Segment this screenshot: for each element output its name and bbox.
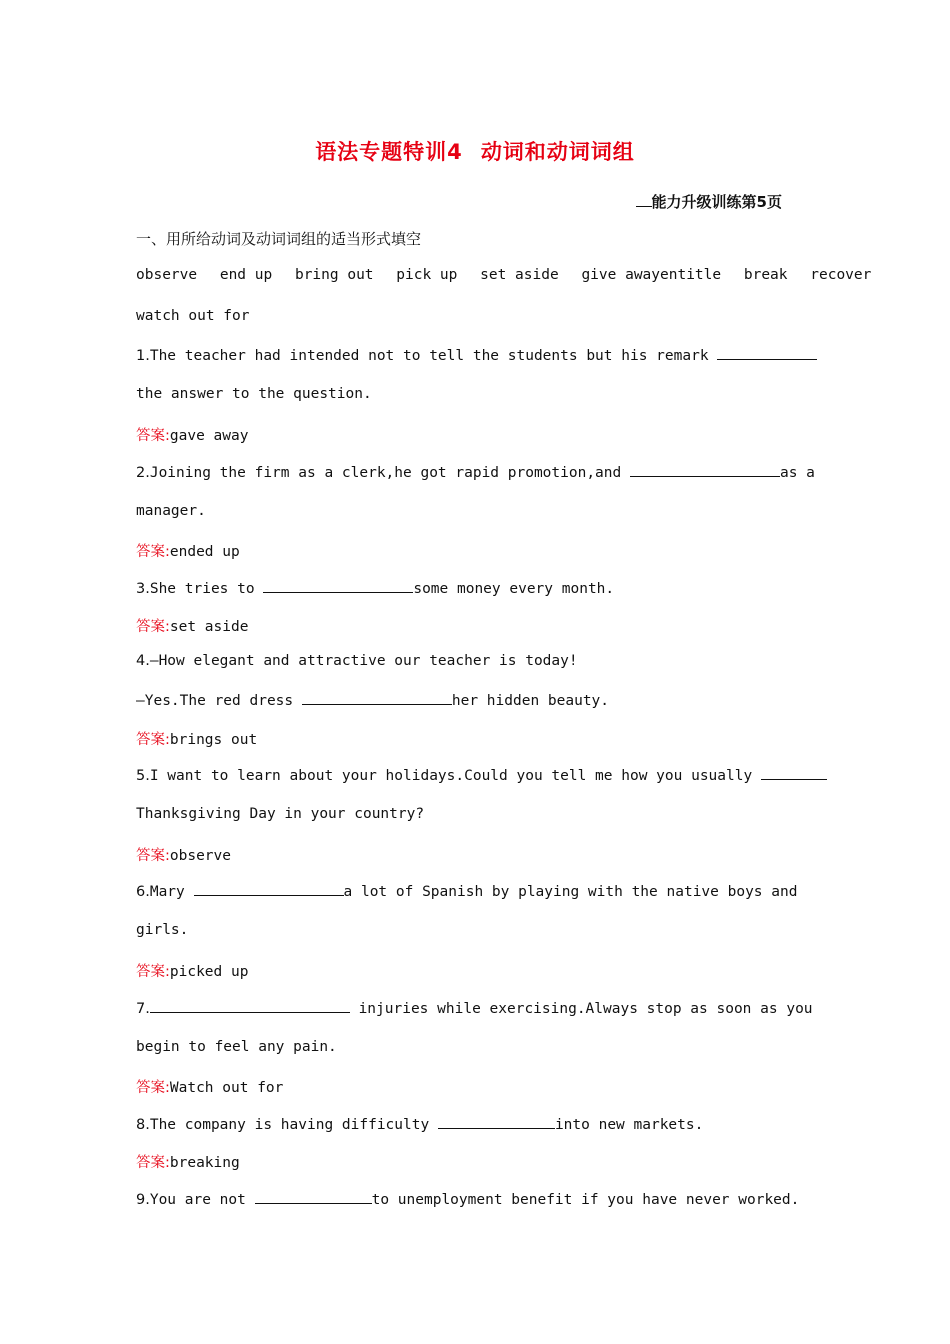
word-bank-item: recover — [810, 267, 872, 283]
answer-blank[interactable] — [438, 1114, 555, 1129]
question-4: 4.—How elegant and attractive our teacher is today! — [136, 653, 578, 669]
answer-blank[interactable] — [194, 881, 344, 896]
title-part2: 动词和动词词组 — [480, 140, 635, 164]
answer-6: 答案:picked up — [136, 964, 249, 980]
page-reference: 能力升级训练第5页 — [636, 191, 782, 212]
question-7-cont: begin to feel any pain. — [136, 1039, 337, 1055]
word-bank-item: set aside — [480, 267, 559, 283]
word-bank — [136, 267, 872, 283]
answer-blank[interactable] — [150, 998, 350, 1013]
question-1: 1.The teacher had intended not to tell the students but his remark — [136, 345, 816, 364]
page-title — [0, 136, 950, 166]
word-bank-item: break — [743, 267, 788, 283]
title-part1: 语法专题特训4 — [315, 140, 463, 164]
question-3: 3.She tries to some money every month. — [136, 578, 816, 597]
answer-7: 答案:Watch out for — [136, 1080, 284, 1096]
word-bank-item: pick up — [396, 267, 458, 283]
answer-blank[interactable] — [255, 1189, 372, 1204]
answer-blank[interactable] — [263, 578, 413, 593]
question-2-cont: manager. — [136, 503, 206, 519]
word-bank-item: entitle — [660, 267, 722, 283]
section-heading: 一、用所给动词及动词词组的适当形式填空 — [136, 230, 422, 248]
question-9: 9.You are not to unemployment benefit if you have never worked. — [136, 1189, 816, 1208]
question-6: 6.Mary a lot of Spanish by playing with the native boys and — [136, 881, 816, 900]
answer-8: 答案:breaking — [136, 1155, 240, 1171]
answer-2: 答案:ended up — [136, 544, 240, 560]
answer-blank[interactable] — [630, 462, 780, 477]
word-bank-item: give away — [581, 267, 661, 283]
question-4-cont: —Yes.The red dress her hidden beauty. — [136, 690, 816, 709]
answer-3: 答案:set aside — [136, 619, 249, 635]
answer-4: 答案:brings out — [136, 732, 258, 748]
question-1-cont: the answer to the question. — [136, 386, 372, 402]
answer-blank[interactable] — [717, 345, 817, 360]
question-5: 5.I want to learn about your holidays.Could you tell me how you usually — [136, 765, 816, 784]
question-8: 8.The company is having difficulty into new markets. — [136, 1114, 816, 1133]
answer-blank[interactable] — [302, 690, 452, 705]
word-bank-item: watch out for — [136, 308, 250, 324]
question-7: 7. injuries while exercising.Always stop as soon as you — [136, 998, 816, 1017]
question-6-cont: girls. — [136, 922, 189, 938]
question-5-cont: Thanksgiving Day in your country? — [136, 806, 425, 822]
answer-5: 答案:observe — [136, 848, 231, 864]
word-bank-item: end up — [219, 267, 273, 283]
question-2: 2.Joining the firm as a clerk,he got rapid promotion,and as a — [136, 462, 816, 481]
word-bank-item: bring out — [294, 267, 374, 283]
answer-blank[interactable] — [761, 765, 827, 780]
word-bank-item: observe — [136, 267, 198, 283]
answer-1: 答案:gave away — [136, 428, 249, 444]
